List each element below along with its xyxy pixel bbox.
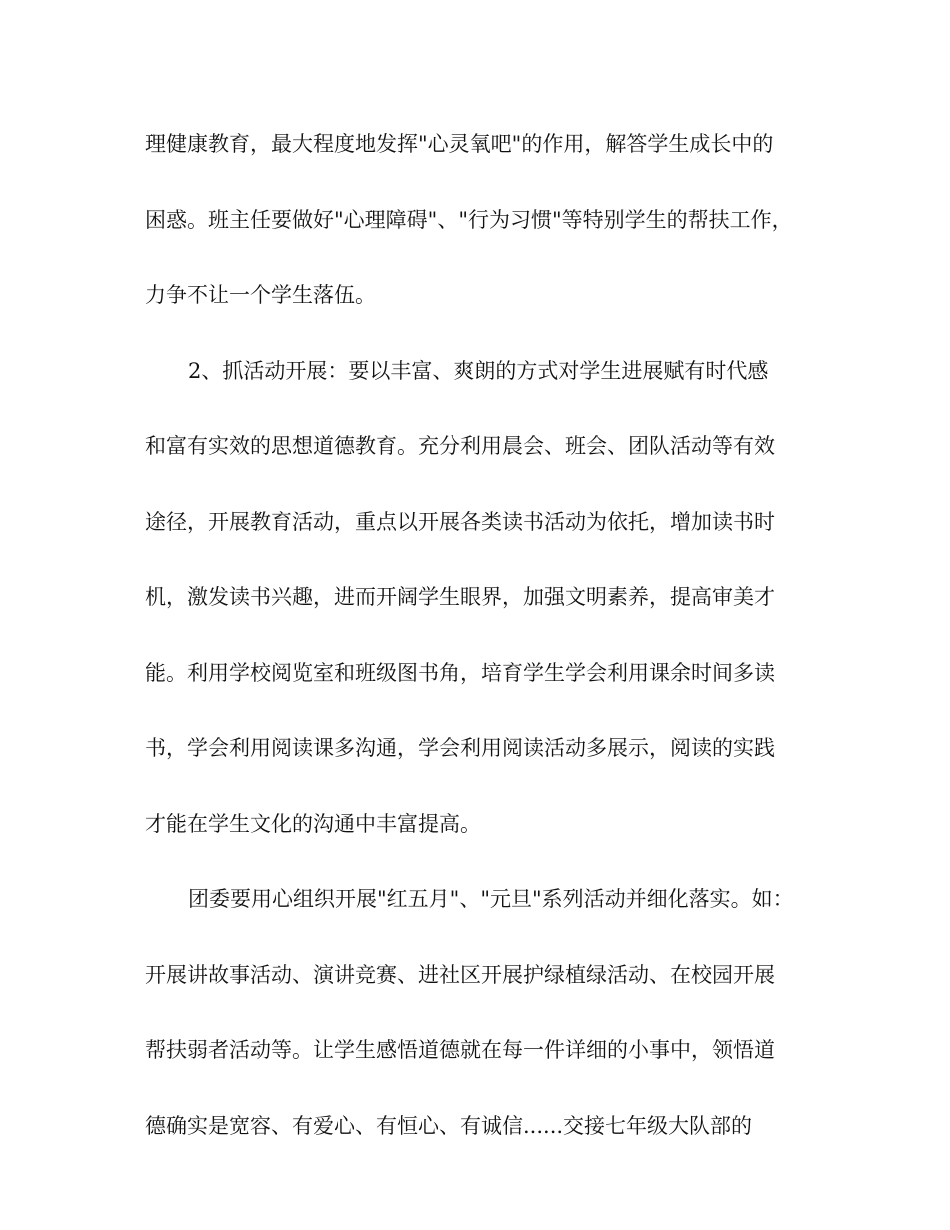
text-line: 理健康教育，最大程度地发挥"心灵氧吧"的作用，解答学生成长中的 (145, 132, 774, 156)
text-line: 和富有实效的思想道德教育。充分利用晨会、班会、团队活动等有效 (145, 434, 775, 458)
text-line: 开展讲故事活动、演讲竞赛、进社区开展护绿植绿活动、在校园开展 (145, 963, 775, 987)
text-line: 帮扶弱者活动等。让学生感悟道德就在每一件详细的小事中，领悟道 (145, 1038, 775, 1062)
text-line: 书，学会利用阅读课多沟通，学会利用阅读活动多展示，阅读的实践 (145, 736, 775, 760)
text-line: 能。利用学校阅览室和班级图书角，培育学生学会利用课余时间多读 (145, 661, 775, 685)
text-line: 力争不让一个学生落伍。 (145, 283, 376, 307)
text-line: 机，激发读书兴趣，进而开阔学生眼界，加强文明素养，提高审美才 (145, 585, 775, 609)
text-line: 才能在学生文化的沟通中丰富提高。 (145, 812, 481, 836)
text-line: 途径，开展教育活动，重点以开展各类读书活动为依托，增加读书时 (145, 510, 775, 534)
text-line: 团委要用心组织开展"红五月"、"元旦"系列活动并细化落实。如： (188, 887, 794, 911)
text-line: 德确实是宽容、有爱心、有恒心、有诚信......交接七年级大队部的 (145, 1114, 753, 1138)
text-line: 困惑。班主任要做好"心理障碍"、"行为习惯"等特别学生的帮扶工作， (145, 208, 793, 232)
text-line: 2、抓活动开展：要以丰富、爽朗的方式对学生进展赋有时代感 (188, 359, 769, 383)
